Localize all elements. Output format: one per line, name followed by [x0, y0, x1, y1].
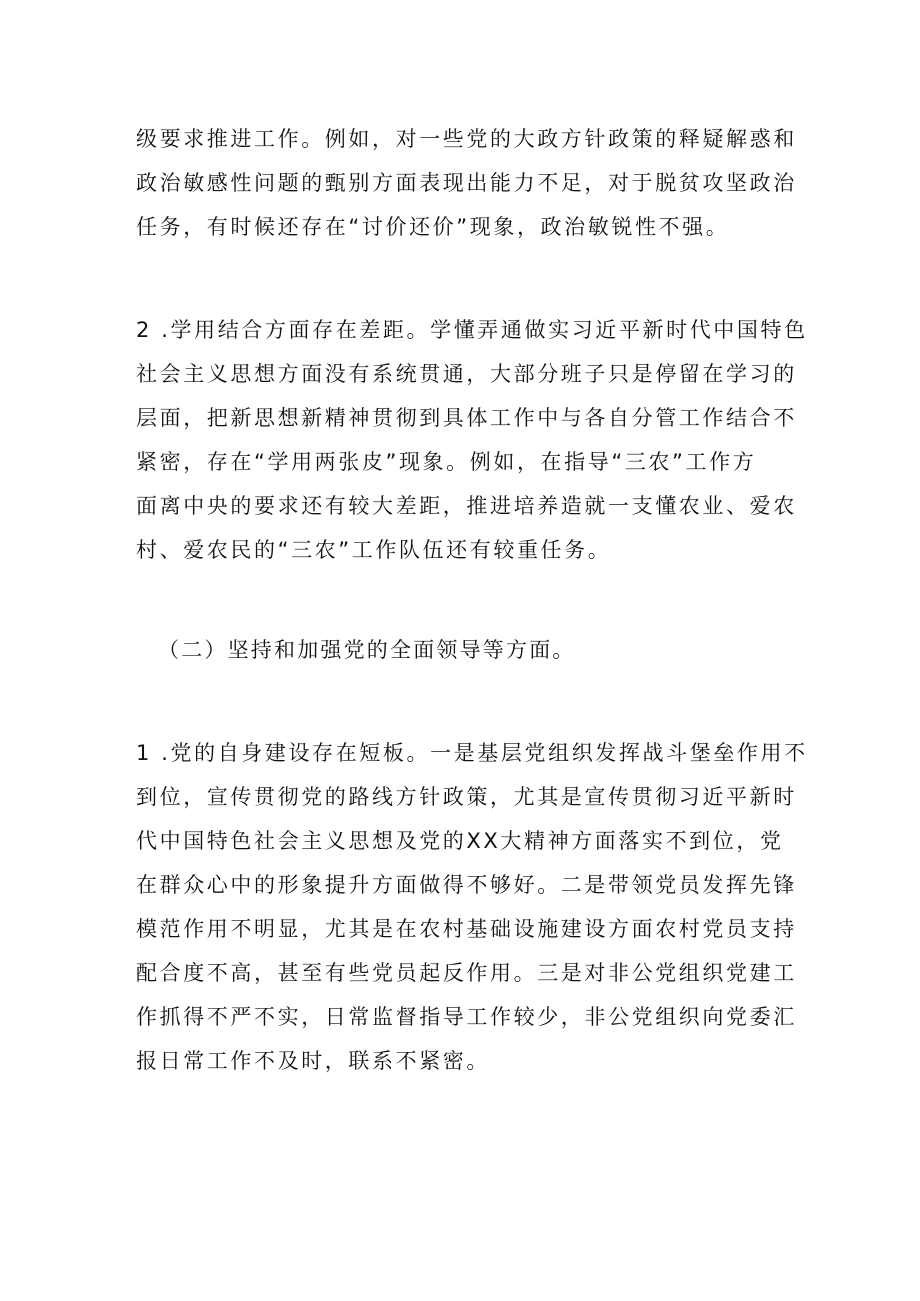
paragraph-3-line-3: 代中国特色社会主义思想及党的XX大精神方面落实不到位，党 [136, 829, 784, 853]
paragraph-2-line-5: 面离中央的要求还有较大差距，推进培养造就一支懂农业、爱农 [136, 494, 797, 518]
paragraph-1-line-3: 任务，有时候还存在“讨价还价”现象，政治敏锐性不强。 [136, 215, 730, 239]
paragraph-1-line-2: 政治敏感性问题的甄别方面表现出能力不足，对于脱贫攻坚政治 [136, 171, 797, 195]
paragraph-2-line-3: 层面，把新思想新精神贯彻到具体工作中与各自分管工作结合不 [136, 406, 797, 430]
paragraph-1-line-1: 级要求推进工作。例如，对一些党的大政方针政策的释疑解惑和 [136, 127, 797, 151]
paragraph-3-line-7: 作抓得不严不实，日常监督指导工作较少，非公党组织向党委汇 [136, 1005, 797, 1029]
paragraph-3-line-6: 配合度不高，甚至有些党员起反作用。三是对非公党组织党建工 [136, 961, 797, 985]
paragraph-2-line-2: 社会主义思想方面没有系统贯通，大部分班子只是停留在学习的 [136, 362, 797, 386]
paragraph-3-line-2: 到位，宣传贯彻党的路线方针政策，尤其是宣传贯彻习近平新时 [136, 785, 797, 809]
paragraph-3-line-5: 模范作用不明显，尤其是在农村基础设施建设方面农村党员支持 [136, 917, 797, 941]
paragraph-3-line-4: 在群众心中的形象提升方面做得不够好。二是带领党员发挥先锋 [136, 873, 797, 897]
paragraph-2-line-6: 村、爱农民的“三农”工作队伍还有较重任务。 [136, 538, 612, 562]
paragraph-3-line-1: 1 .党的自身建设存在短板。一是基层党组织发挥战斗堡垒作用不 [136, 741, 808, 765]
paragraph-2-line-1: 2 .学用结合方面存在差距。学懂弄通做实习近平新时代中国特色 [136, 318, 808, 342]
paragraph-3-line-8: 报日常工作不及时，联系不紧密。 [136, 1049, 490, 1073]
section-heading: （二）坚持和加强党的全面领导等方面。 [158, 638, 576, 662]
paragraph-2-line-4: 紧密，存在“学用两张皮”现象。例如，在指导“三农”工作方 [136, 450, 757, 474]
